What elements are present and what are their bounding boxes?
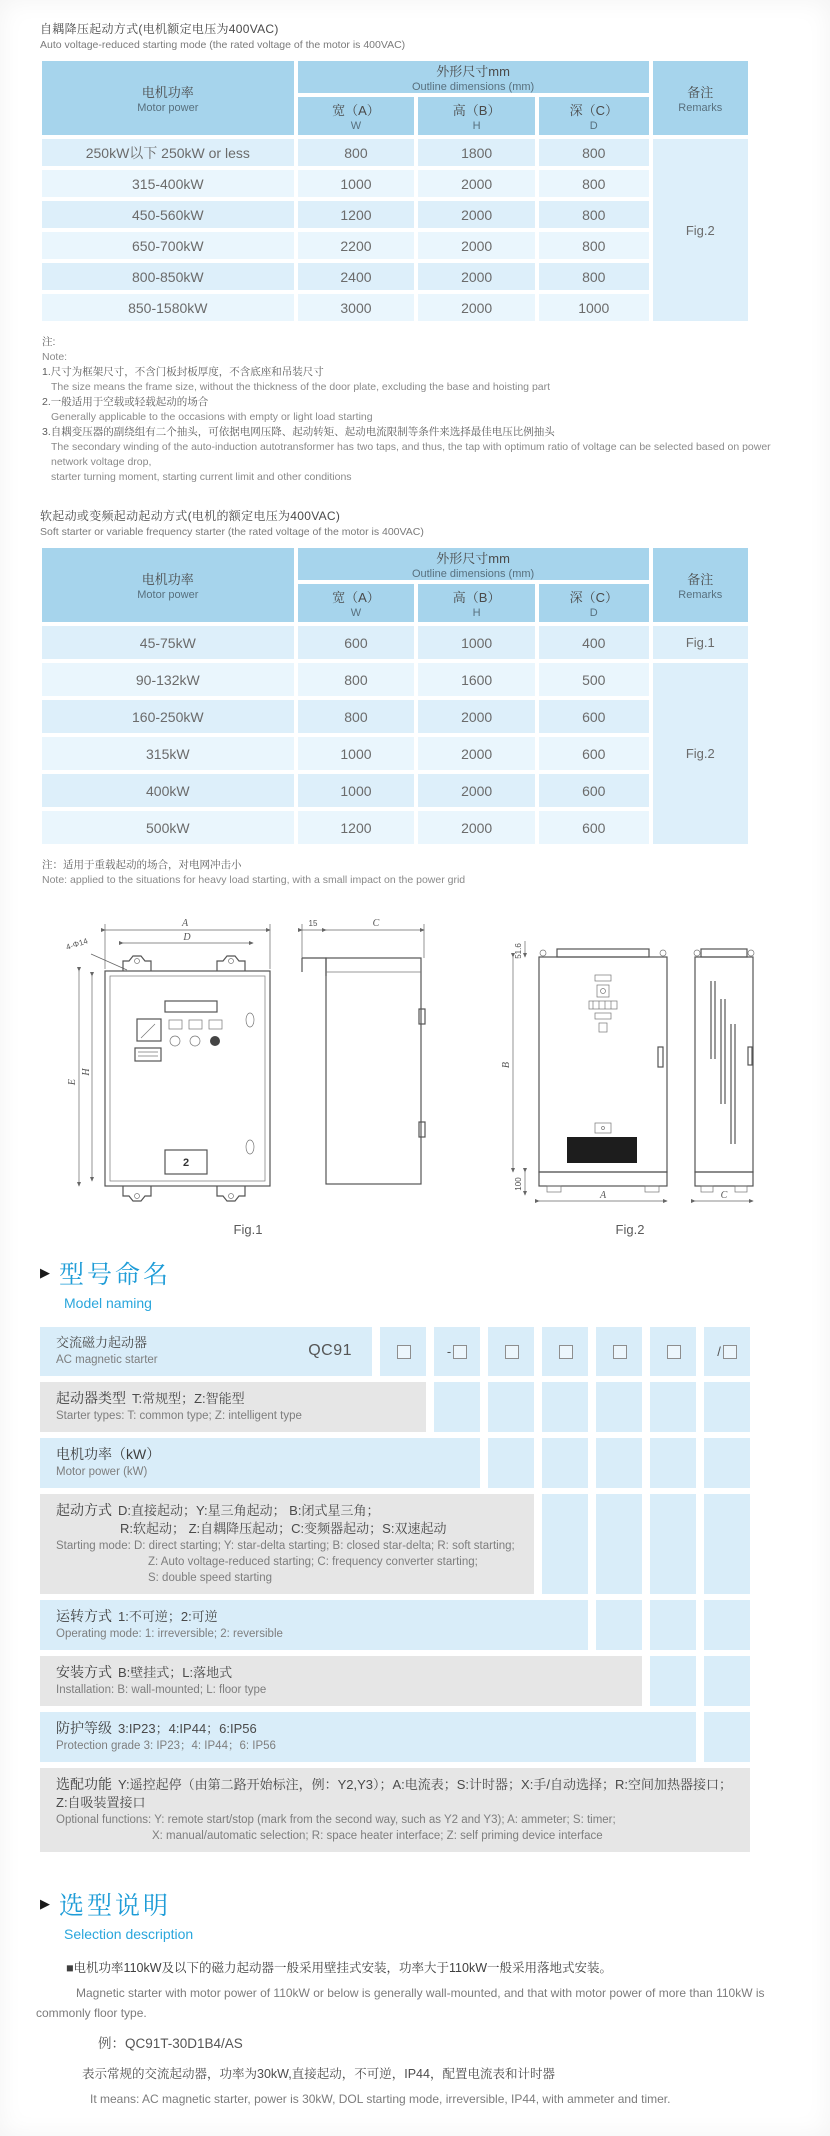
cell-h: 1000 xyxy=(416,624,537,661)
cell-d: 500 xyxy=(537,661,651,698)
code-box-icon xyxy=(453,1345,467,1359)
note-block-2 xyxy=(42,858,790,888)
cell-d: 800 xyxy=(537,230,651,261)
cell-power: 250kW以下 250kW or less xyxy=(40,137,296,168)
row-detail-zh2: R:软起动； Z:自耦降压起动；C:变频器起动；S:双速起动 xyxy=(120,1521,447,1536)
cell-remark: Fig.1 xyxy=(651,624,750,661)
cell-w: 800 xyxy=(296,661,417,698)
selection-heading xyxy=(40,1886,790,1922)
model-row-motor-power xyxy=(40,1438,480,1488)
code-column-strip xyxy=(542,1438,588,1488)
model-code: QC91 xyxy=(308,1342,352,1359)
soft-starter-table xyxy=(40,546,750,846)
cell-d: 800 xyxy=(537,137,651,168)
table-row xyxy=(40,137,750,168)
cell-power: 450-560kW xyxy=(40,199,296,230)
fig1-dim-H: H xyxy=(81,1068,92,1076)
outline-zh: 外形尺寸mm xyxy=(436,551,510,566)
row-en: Operating mode: 1: irreversible; 2: reversible xyxy=(56,1628,283,1640)
cell-remark-merged: Fig.2 xyxy=(651,137,750,323)
code-column-strip xyxy=(704,1712,750,1762)
width-zh: 宽（A） xyxy=(332,590,380,605)
table-row xyxy=(40,661,750,698)
note-item-en: Generally applicable to the occasions with empty or light load starting xyxy=(51,411,373,423)
row-en: Starter types: T: common type; Z: intelligent type xyxy=(56,1410,302,1422)
section1-title-en: Auto voltage-reduced starting mode (the rated voltage of the motor is 400VAC) xyxy=(40,39,406,51)
cell-w: 1200 xyxy=(296,199,417,230)
table-row xyxy=(40,292,750,323)
code-column-strip xyxy=(488,1438,534,1488)
fig1-dim-C: C xyxy=(372,918,380,929)
model-row-product xyxy=(40,1327,372,1376)
code-box-6 xyxy=(650,1327,696,1376)
model-row-protection-grade xyxy=(40,1712,696,1762)
cell-power: 650-700kW xyxy=(40,230,296,261)
row-label-zh: 起动方式 xyxy=(56,1502,112,1518)
cell-power: 850-1580kW xyxy=(40,292,296,323)
model-row-starting-mode xyxy=(40,1494,534,1594)
height-en: H xyxy=(472,607,481,619)
table-row xyxy=(40,809,750,846)
cell-w: 1000 xyxy=(296,168,417,199)
row-en2: X: manual/automatic selection; R: space heater interface; Z: self priming device interface xyxy=(152,1830,603,1842)
box-prefix: / xyxy=(717,1344,721,1359)
figure-2 xyxy=(495,929,765,1237)
row-detail-zh: 3:IP23；4:IP44；6:IP56 xyxy=(118,1721,257,1736)
cell-power: 400kW xyxy=(40,772,296,809)
cell-d: 400 xyxy=(537,624,651,661)
row-en: Installation: B: wall-mounted; L: floor type xyxy=(56,1684,267,1696)
row-en: Protection grade 3: IP23；4: IP44；6: IP56 xyxy=(56,1740,276,1752)
remarks-zh: 备注 xyxy=(687,572,714,587)
width-en: W xyxy=(350,120,362,132)
cell-w: 2400 xyxy=(296,261,417,292)
model-row-optional-functions xyxy=(40,1768,750,1852)
cell-d: 800 xyxy=(537,199,651,230)
code-column-strip xyxy=(596,1438,642,1488)
col-header-depth xyxy=(537,582,651,624)
cell-w: 800 xyxy=(296,698,417,735)
selection-en: Selection description xyxy=(64,1926,194,1942)
cell-h: 2000 xyxy=(416,698,537,735)
note2-en: Note: applied to the situations for heavy load starting, with a small impact on the power grid xyxy=(42,874,466,886)
row-label-zh: 防护等级 xyxy=(56,1720,112,1736)
code-box-icon xyxy=(559,1345,573,1359)
cell-d: 1000 xyxy=(537,292,651,323)
cell-w: 3000 xyxy=(296,292,417,323)
row-en: Motor power (kW) xyxy=(56,1466,148,1478)
section2-title-zh: 软起动或变频起动起动方式(电机的额定电压为400VAC) xyxy=(40,509,341,523)
product-zh: 交流磁力起动器 xyxy=(56,1335,148,1350)
cell-w: 1000 xyxy=(296,735,417,772)
code-column-strip xyxy=(542,1382,588,1432)
row-label-zh: 运转方式 xyxy=(56,1608,112,1624)
code-column-strip xyxy=(704,1656,750,1706)
table-row xyxy=(40,261,750,292)
code-box-icon xyxy=(397,1345,411,1359)
auto-voltage-table xyxy=(40,59,750,323)
note-item-en: The secondary winding of the auto-induction autotransformer has two taps, and thus, the tap with optimum ratio of voltage can be selected based on power network voltage drop, xyxy=(51,441,771,468)
cell-remark-merged: Fig.2 xyxy=(651,661,750,846)
code-column-strip xyxy=(704,1600,750,1650)
code-box-icon xyxy=(505,1345,519,1359)
motor-power-en: Motor power xyxy=(137,589,199,601)
table-row xyxy=(40,168,750,199)
table-row xyxy=(40,772,750,809)
cell-power: 45-75kW xyxy=(40,624,296,661)
note-label-zh: 注: xyxy=(42,336,56,348)
height-zh: 高（B） xyxy=(452,103,501,118)
outline-en: Outline dimensions (mm) xyxy=(411,568,535,580)
code-column-strip xyxy=(650,1382,696,1432)
code-box-7 xyxy=(704,1327,750,1376)
note-label-en: Note: xyxy=(42,351,68,363)
fig1-dim-D: D xyxy=(183,932,191,943)
row-en: Starting mode: D: direct starting; Y: star-delta starting; B: closed star-delta; R: soft starting; xyxy=(56,1540,515,1552)
table-row xyxy=(40,199,750,230)
row-label-zh: 起动器类型 xyxy=(56,1390,126,1406)
cell-w: 1000 xyxy=(296,772,417,809)
selection-paragraph-en2: commonly floor type. xyxy=(36,2006,147,2020)
col-header-width xyxy=(296,95,417,137)
fig1-front-drawing xyxy=(65,914,280,1214)
fig1-dim-15: 15 xyxy=(308,919,318,928)
fig2-drawing xyxy=(495,929,765,1214)
row-detail-zh: Y:遥控起停（由第二路开始标注，例：Y2,Y3）；A:电流表；S:计时器；X:手/自动选择；R:空间加热器接口；Z:自吸装置接口 xyxy=(56,1777,732,1810)
fig2-dim-C: C xyxy=(720,1190,728,1201)
cell-d: 600 xyxy=(537,772,651,809)
code-box-icon xyxy=(723,1345,737,1359)
selection-example: 例：QC91T-30D1B4/AS xyxy=(98,2036,243,2051)
cell-h: 2000 xyxy=(416,809,537,846)
model-naming-table xyxy=(40,1327,750,1852)
cell-h: 2000 xyxy=(416,772,537,809)
model-naming-en: Model naming xyxy=(64,1295,152,1311)
height-en: H xyxy=(472,120,481,132)
col-header-width xyxy=(296,582,417,624)
row-label-zh: 选配功能 xyxy=(56,1776,112,1792)
cell-w: 1200 xyxy=(296,809,417,846)
code-column-strip xyxy=(650,1494,696,1594)
product-en: AC magnetic starter xyxy=(56,1354,158,1366)
note2-zh: 注：适用于重载起动的场合，对电网冲击小 xyxy=(42,859,242,871)
code-box-icon xyxy=(613,1345,627,1359)
note-block-1 xyxy=(42,335,790,485)
cell-power: 315-400kW xyxy=(40,168,296,199)
fig2-dim-516: 51.6 xyxy=(514,943,523,959)
code-box-1 xyxy=(380,1327,426,1376)
remarks-en: Remarks xyxy=(678,102,723,114)
depth-en: D xyxy=(589,607,598,619)
section1-title-zh: 自耦降压起动方式(电机额定电压为400VAC) xyxy=(40,22,279,36)
selection-example-desc-zh: 表示常规的交流起动器，功率为30kW,直接起动，不可逆，IP44，配置电流表和计时器 xyxy=(82,2067,555,2081)
cell-power: 800-850kW xyxy=(40,261,296,292)
col-header-outline xyxy=(296,59,651,95)
row-detail-zh: B:壁挂式；L:落地式 xyxy=(118,1665,233,1680)
fig1-hole-callout: 4-Φ14 xyxy=(65,936,89,952)
box-prefix: - xyxy=(446,1344,452,1359)
fig2-caption: Fig.2 xyxy=(615,1222,645,1237)
col-header-height xyxy=(416,95,537,137)
selection-paragraph-zh: ■电机功率110kW及以下的磁力起动器一般采用壁挂式安装，功率大于110kW一般采用落地式安装。 xyxy=(66,1961,613,1975)
note-item-en: The size means the frame size, without the thickness of the door plate, excluding the base and hoisting part xyxy=(51,381,551,393)
code-box-2 xyxy=(434,1327,480,1376)
cell-d: 600 xyxy=(537,735,651,772)
col-header-outline xyxy=(296,546,651,582)
code-box-4 xyxy=(542,1327,588,1376)
cell-w: 2200 xyxy=(296,230,417,261)
model-naming-heading xyxy=(40,1255,790,1291)
cell-power: 160-250kW xyxy=(40,698,296,735)
fig1-dim-A: A xyxy=(181,918,189,929)
cell-h: 2000 xyxy=(416,292,537,323)
model-row-installation xyxy=(40,1656,642,1706)
cell-d: 800 xyxy=(537,168,651,199)
code-box-3 xyxy=(488,1327,534,1376)
width-en: W xyxy=(350,607,362,619)
code-column-strip xyxy=(704,1494,750,1594)
code-column-strip xyxy=(650,1438,696,1488)
table-row xyxy=(40,698,750,735)
note-item: 3.自耦变压器的副绕组有二个抽头，可依据电网压降、起动转矩、起动电流限制等条件来选择最佳电压比例抽头 xyxy=(42,426,555,438)
remarks-en: Remarks xyxy=(678,589,723,601)
row-detail-zh: T:常规型；Z:智能型 xyxy=(132,1391,245,1406)
row-label-zh: 安装方式 xyxy=(56,1664,112,1680)
fig1-dim-E: E xyxy=(67,1078,78,1086)
selection-zh: 选型说明 xyxy=(59,1892,172,1920)
table-row xyxy=(40,230,750,261)
outline-zh: 外形尺寸mm xyxy=(436,64,510,79)
fig2-dim-B: B xyxy=(501,1061,512,1069)
code-column-strip xyxy=(434,1382,480,1432)
motor-power-zh: 电机功率 xyxy=(141,85,194,100)
cell-h: 2000 xyxy=(416,168,537,199)
cell-d: 600 xyxy=(537,698,651,735)
col-header-remarks xyxy=(651,546,750,624)
section2-title-en: Soft starter or variable frequency starter (the rated voltage of the motor is 400VAC) xyxy=(40,526,424,538)
code-box-icon xyxy=(667,1345,681,1359)
cell-w: 800 xyxy=(296,137,417,168)
figure-1 xyxy=(65,914,431,1237)
code-column-strip xyxy=(704,1382,750,1432)
cell-h: 1800 xyxy=(416,137,537,168)
code-column-strip xyxy=(488,1382,534,1432)
width-zh: 宽（A） xyxy=(332,103,380,118)
cell-h: 2000 xyxy=(416,261,537,292)
table-row xyxy=(40,735,750,772)
col-header-depth xyxy=(537,95,651,137)
figures-row xyxy=(40,914,790,1237)
code-box-5 xyxy=(596,1327,642,1376)
row-en: Optional functions: Y: remote start/stop (mark from the second way, such as Y2 and Y3); A: ammeter; S: timer; xyxy=(56,1814,616,1826)
cell-w: 600 xyxy=(296,624,417,661)
arrow-bullet-icon: ▶ xyxy=(40,1896,50,1911)
model-naming-zh: 型号命名 xyxy=(59,1261,172,1289)
fig1-nameplate: 2 xyxy=(182,1157,190,1169)
code-column-strip xyxy=(704,1438,750,1488)
cell-h: 1600 xyxy=(416,661,537,698)
depth-zh: 深（C） xyxy=(569,590,618,605)
height-zh: 高（B） xyxy=(452,590,501,605)
cell-h: 2000 xyxy=(416,199,537,230)
fig2-dim-100: 100 xyxy=(514,1177,523,1191)
code-column-strip xyxy=(650,1656,696,1706)
code-column-strip xyxy=(542,1494,588,1594)
model-row-starter-type xyxy=(40,1382,426,1432)
motor-power-zh: 电机功率 xyxy=(141,572,194,587)
row-detail-zh: D:直接起动；Y:星三角起动； B:闭式星三角； xyxy=(118,1503,380,1518)
col-header-remarks xyxy=(651,59,750,137)
note-item-en: starter turning moment, starting current limit and other conditions xyxy=(51,471,352,483)
row-en2: Z: Auto voltage-reduced starting; C: frequency converter starting; xyxy=(148,1556,478,1568)
depth-en: D xyxy=(589,120,598,132)
code-column-strip xyxy=(596,1600,642,1650)
motor-power-en: Motor power xyxy=(137,102,199,114)
table-row xyxy=(40,624,750,661)
cell-h: 2000 xyxy=(416,230,537,261)
fig1-side-drawing xyxy=(296,914,431,1214)
outline-en: Outline dimensions (mm) xyxy=(411,81,535,93)
selection-paragraph-en: Magnetic starter with motor power of 110kW or below is generally wall-mounted, and that with motor power of more than 110kW is xyxy=(76,1986,765,2000)
selection-example-desc-en: It means: AC magnetic starter, power is 30kW, DOL starting mode, irreversible, IP44, with ammeter and timer. xyxy=(90,2092,671,2106)
fig2-dim-A: A xyxy=(599,1190,607,1201)
col-header-motor-power xyxy=(40,546,296,624)
row-detail-zh: 1:不可逆；2:可逆 xyxy=(118,1609,218,1624)
cell-d: 800 xyxy=(537,261,651,292)
col-header-motor-power xyxy=(40,59,296,137)
remarks-zh: 备注 xyxy=(687,85,714,100)
fig1-caption: Fig.1 xyxy=(233,1222,263,1237)
cell-h: 2000 xyxy=(416,735,537,772)
model-row-operating-mode xyxy=(40,1600,588,1650)
cell-power: 90-132kW xyxy=(40,661,296,698)
depth-zh: 深（C） xyxy=(569,103,618,118)
code-column-strip xyxy=(596,1494,642,1594)
arrow-bullet-icon: ▶ xyxy=(40,1265,50,1280)
note-item: 1.尺寸为框架尺寸，不含门板封板厚度，不含底座和吊装尺寸 xyxy=(42,366,324,378)
cell-d: 600 xyxy=(537,809,651,846)
col-header-height xyxy=(416,582,537,624)
code-column-strip xyxy=(596,1382,642,1432)
row-en3: S: double speed starting xyxy=(148,1572,273,1584)
row-label-zh: 电机功率（kW） xyxy=(56,1446,161,1462)
cell-power: 500kW xyxy=(40,809,296,846)
code-column-strip xyxy=(650,1600,696,1650)
note-item: 2.一般适用于空载或轻载起动的场合 xyxy=(42,396,209,408)
cell-power: 315kW xyxy=(40,735,296,772)
